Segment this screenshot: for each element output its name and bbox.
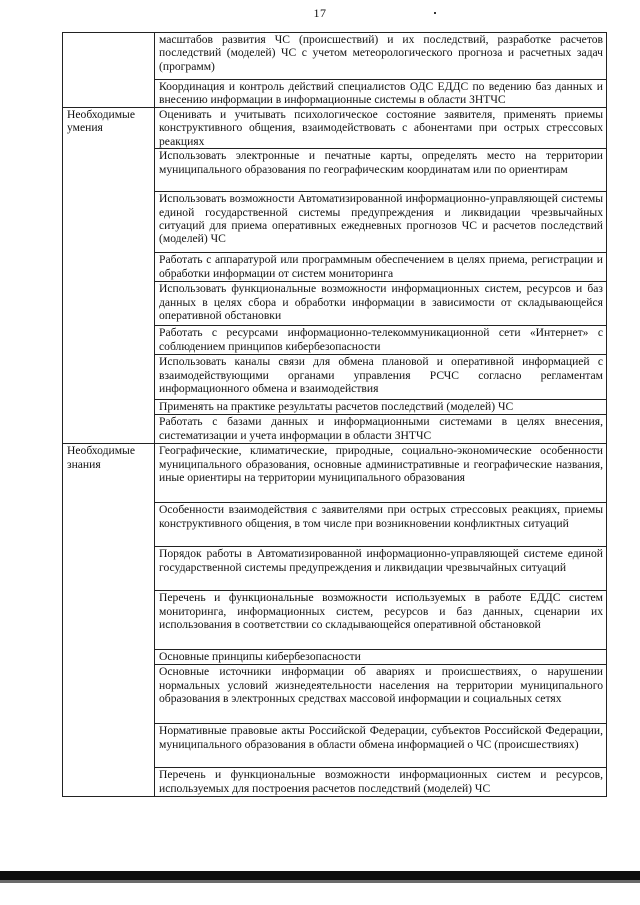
table-cell: Использовать возможности Автоматизированной информационно-управляющей системы единой государственной системы предупреждения и ликвидации чрезвычайных ситуаций для приема оперативных ежедневных прогнозов ЧС и расчетов последствий (моделей) ЧС [155, 192, 607, 253]
scan-bottom-border [0, 871, 640, 880]
table-row [63, 108, 607, 149]
table-cell: Использовать электронные и печатные карты, определять место на территории муниципального образования по географическим координатам или по ориентирам [155, 149, 607, 192]
table-cell: Нормативные правовые акты Российской Федерации, субъектов Российской Федерации, муниципального образования в области обмена информацией о ЧС (происшествиях) [155, 724, 607, 768]
table-cell: Работать с базами данных и информационными системами в целях внесения, систематизации и учета информации в области ЗНТЧС [155, 415, 607, 444]
row-header-knowledge: Необходимые знания [63, 444, 155, 797]
table-cell: Перечень и функциональные возможности используемых в работе ЕДДС систем мониторинга, информационных систем, ресурсов и баз данных, сценарии их использования в соответствии со складывающейся оперативной обстановкой [155, 591, 607, 650]
table-cell: Координация и контроль действий специалистов ОДС ЕДДС по ведению баз данных и внесению информации в информационные системы в области ЗНТЧС [155, 80, 607, 108]
competency-table [62, 32, 607, 797]
table-row [63, 33, 607, 80]
table-cell: масштабов развития ЧС (происшествий) и их последствий, разработке расчетов последствий (моделей) ЧС с учетом метеорологического прогноза и расчетных задач (программ) [155, 33, 607, 80]
table-cell: Перечень и функциональные возможности информационных систем и ресурсов, используемых для построения расчетов последствий (моделей) ЧС [155, 768, 607, 797]
page-number: 17 [313, 6, 327, 20]
table-cell: Оценивать и учитывать психологическое состояние заявителя, применять приемы конструктивного общения, взаимодействовать с абонентами при острых стрессовых реакциях [155, 108, 607, 149]
scan-dot [434, 12, 436, 14]
table-cell: Основные принципы кибербезопасности [155, 650, 607, 665]
table-cell: Работать с аппаратурой или программным обеспечением в целях приема, регистрации и обработки информации от систем мониторинга [155, 253, 607, 282]
table-cell: Использовать функциональные возможности информационных систем, ресурсов и баз данных в целях сбора и обработки информации в зависимости от складывающейся оперативной обстановки [155, 282, 607, 326]
table-cell: Использовать каналы связи для обмена плановой и оперативной информацией с взаимодействующими органами управления РСЧС согласно регламентам информационного обмена и взаимодействия [155, 355, 607, 400]
table-cell: Географические, климатические, природные, социально-экономические особенности муниципального образования, основные административные и географические названия, иные ориентиры на территории муниципального образования [155, 444, 607, 503]
scan-bottom-shadow [0, 880, 640, 883]
row-header-skills: Необходимые умения [63, 108, 155, 444]
table-cell: Особенности взаимодействия с заявителями при острых стрессовых реакциях, приемы конструктивного общения, в том числе при возникновении конфликтных ситуаций [155, 503, 607, 547]
row-header-continuation [63, 33, 155, 108]
table-cell: Основные источники информации об авариях и происшествиях, о нарушении нормальных условий жизнедеятельности населения на территории муниципального образования в электронных средствах массовой информации и социальных сетях [155, 665, 607, 724]
table-row [63, 444, 607, 503]
table-cell: Применять на практике результаты расчетов последствий (моделей) ЧС [155, 400, 607, 415]
table-cell: Работать с ресурсами информационно-телекоммуникационной сети «Интернет» с соблюдением принципов кибербезопасности [155, 326, 607, 355]
table-cell: Порядок работы в Автоматизированной информационно-управляющей системе единой государственной системы предупреждения и ликвидации чрезвычайных ситуаций [155, 547, 607, 591]
